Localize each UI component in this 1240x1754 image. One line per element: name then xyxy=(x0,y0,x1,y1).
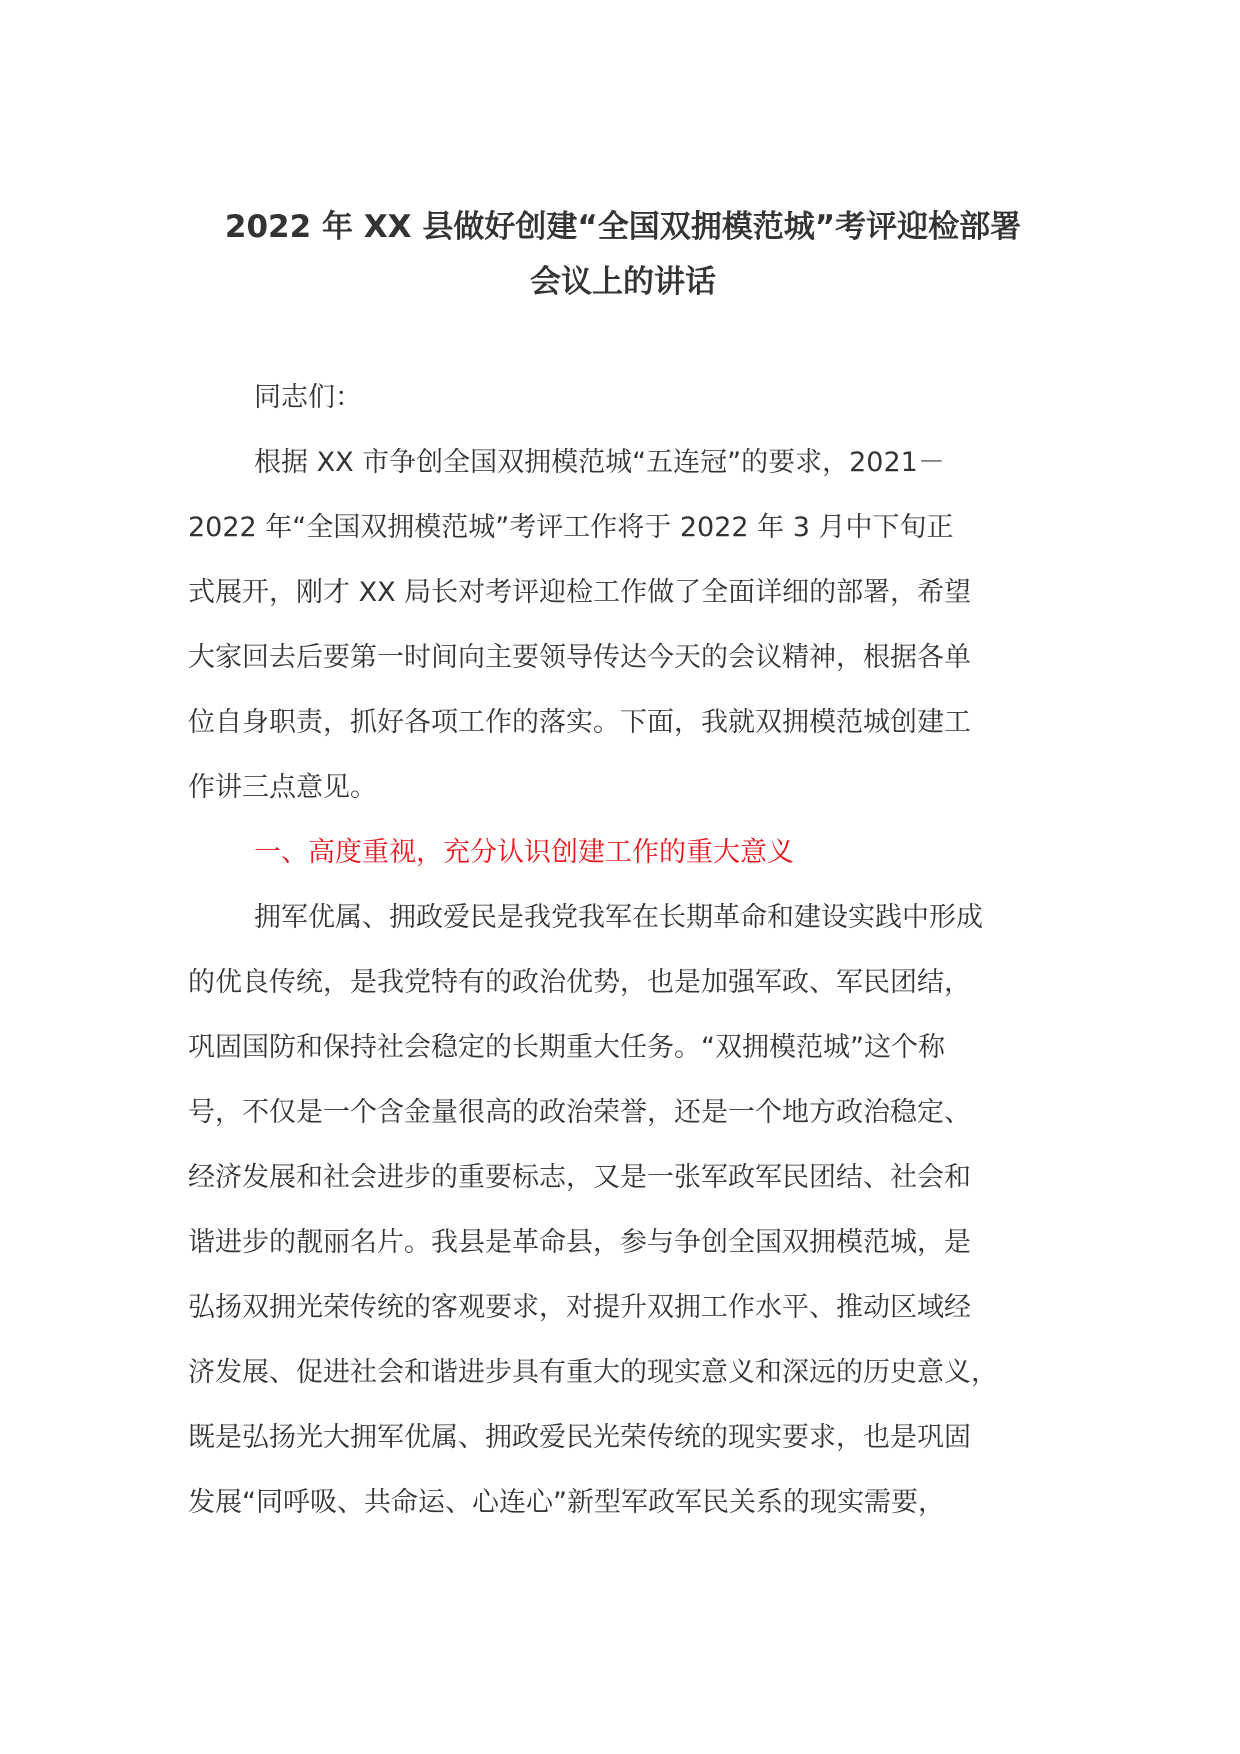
text-line: 经济发展和社会进步的重要标志，又是一张军政军民团结、社会和 xyxy=(188,1162,971,1193)
document-body xyxy=(188,365,1058,1535)
text-line: 作讲三点意见。 xyxy=(188,772,377,803)
text-line: 拥军优属、拥政爱民是我党我军在长期革命和建设实践中形成 xyxy=(254,902,983,933)
salutation xyxy=(188,365,1058,430)
paragraph-section-one xyxy=(188,885,1058,1535)
text-line: 式展开，刚才 XX 局长对考评迎检工作做了全面详细的部署，希望 xyxy=(188,577,972,608)
title-line: 会议上的讲话 xyxy=(530,264,716,300)
document-title xyxy=(188,200,1058,310)
text-line: 既是弘扬光大拥军优属、拥政爱民光荣传统的现实要求，也是巩固 xyxy=(188,1422,971,1453)
text-line: 巩固国防和保持社会稳定的长期重大任务。“双拥模范城”这个称 xyxy=(188,1032,945,1063)
text-line: 弘扬双拥光荣传统的客观要求，对提升双拥工作水平、推动区域经 xyxy=(188,1292,971,1323)
text-line: 大家回去后要第一时间向主要领导传达今天的会议精神，根据各单 xyxy=(188,642,971,673)
text-line: 根据 XX 市争创全国双拥模范城“五连冠”的要求，2021－ xyxy=(254,447,945,478)
text-line: 济发展、促进社会和谐进步具有重大的现实意义和深远的历史意义， xyxy=(188,1357,998,1388)
text-line: 位自身职责，抓好各项工作的落实。下面，我就双拥模范城创建工 xyxy=(188,707,971,738)
section-heading xyxy=(188,820,1058,885)
document-page xyxy=(188,200,1058,1535)
paragraph-intro xyxy=(188,430,1058,820)
section-heading-text: 一、高度重视，充分认识创建工作的重大意义 xyxy=(254,837,794,868)
text-line: 同志们： xyxy=(254,382,362,413)
text-line: 2022 年“全国双拥模范城”考评工作将于 2022 年 3 月中下旬正 xyxy=(188,512,954,543)
title-line: 2022 年 XX 县做好创建“全国双拥模范城”考评迎检部署 xyxy=(224,209,1022,245)
text-line: 号，不仅是一个含金量很高的政治荣誉，还是一个地方政治稳定、 xyxy=(188,1097,971,1128)
text-line: 谐进步的靓丽名片。我县是革命县，参与争创全国双拥模范城，是 xyxy=(188,1227,971,1258)
text-line: 发展“同呼吸、共命运、心连心”新型军政军民关系的现实需要， xyxy=(188,1487,945,1518)
text-line: 的优良传统，是我党特有的政治优势，也是加强军政、军民团结， xyxy=(188,967,971,998)
